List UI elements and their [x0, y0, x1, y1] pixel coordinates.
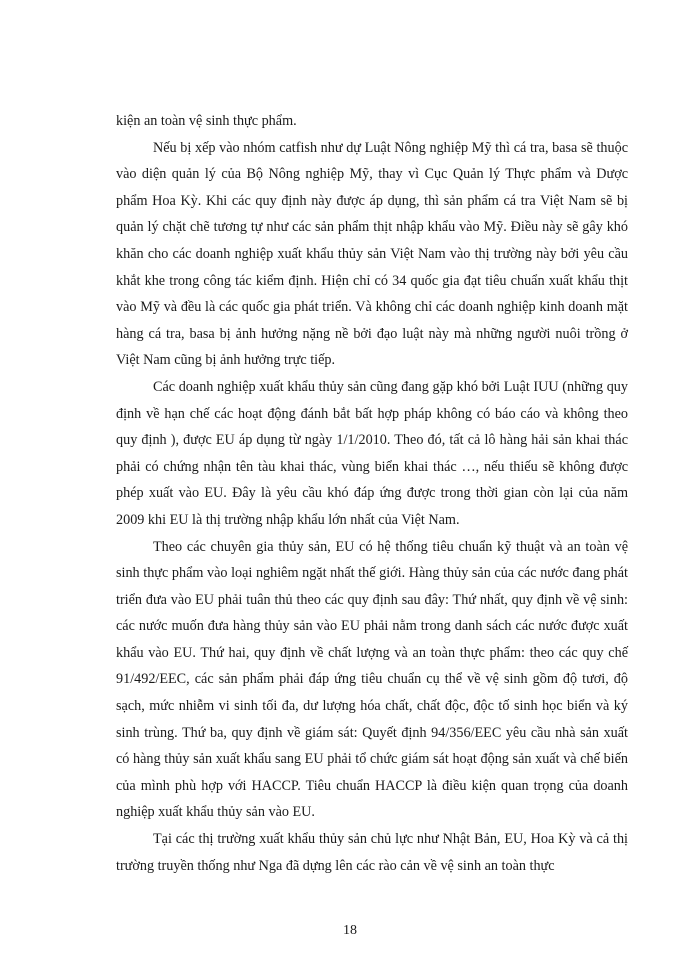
document-body	[116, 108, 628, 879]
paragraph-continuation: kiện an toàn vệ sinh thực phẩm.	[116, 113, 297, 129]
paragraph-eu-standards: Theo các chuyên gia thủy sản, EU có hệ thống tiêu chuẩn kỹ thuật và an toàn vệ sinh thực phẩm vào loại nghiêm ngặt nhất thế giới. Hàng thủy sản của các nước đang phát triển đưa vào EU phải tuân thủ theo các quy định sau đây: Thứ nhất, quy định về vệ sinh: các nước muốn đưa hàng thủy sản vào EU phải nằm trong danh sách các nước được xuất khẩu vào EU. Thứ hai, quy định về chất lượng và an toàn thực phẩm: theo các quy chế 91/492/EEC, các sản phẩm phải đáp ứng tiêu chuẩn cụ thể về vệ sinh gồm độ tươi, độ sạch, mức nhiễm vi sinh tối đa, dư lượng hóa chất, chất độc, độc tố sinh học biển và ký sinh trùng. Thứ ba, quy định về giám sát: Quyết định 94/356/EEC yêu cầu nhà sản xuất có hàng thủy sản xuất khẩu sang EU phải tổ chức giám sát hoạt động sản xuất và chế biến của mình phù hợp với HACCP. Tiêu chuẩn HACCP là điều kiện quan trọng của doanh nghiệp xuất khẩu thủy sản vào EU.	[116, 538, 628, 821]
paragraph-market-barriers: Tại các thị trường xuất khẩu thủy sản chủ lực như Nhật Bản, EU, Hoa Kỳ và cả thị trường truyền thống như Nga đã dựng lên các rào cản về vệ sinh an toàn thực	[116, 831, 628, 874]
page-number: 18	[343, 923, 357, 938]
paragraph-iuu-law: Các doanh nghiệp xuất khẩu thủy sản cũng đang gặp khó bởi Luật IUU (những quy định về hạn chế các hoạt động đánh bắt bất hợp pháp không có báo cáo và không theo quy định ), được EU áp dụng từ ngày 1/1/2010. Theo đó, tất cả lô hàng hải sản khai thác phải có chứng nhận tên tàu khai thác, vùng biển khai thác …, nếu thiếu sẽ không được phép xuất vào EU. Đây là yêu cầu khó đáp ứng được trong thời gian còn lại của năm 2009 khi EU là thị trường nhập khẩu lớn nhất của Việt Nam.	[116, 378, 628, 528]
paragraph-catfish-regulation: Nếu bị xếp vào nhóm catfish như dự Luật Nông nghiệp Mỹ thì cá tra, basa sẽ thuộc vào diện quản lý của Bộ Nông nghiệp Mỹ, thay vì Cục Quản lý Thực phẩm và Dược phẩm Hoa Kỳ. Khi các quy định này được áp dụng, thì sản phẩm cá tra Việt Nam sẽ bị quản lý chặt chẽ tương tự như các sản phẩm thịt nhập khẩu vào Mỹ. Điều này sẽ gây khó khăn cho các doanh nghiệp xuất khẩu thủy sản Việt Nam vào thị trường này bởi yêu cầu khắt khe trong công tác kiểm định. Hiện chỉ có 34 quốc gia đạt tiêu chuẩn xuất khẩu thịt vào Mỹ và đều là các quốc gia phát triển. Và không chỉ các doanh nghiệp kinh doanh mặt hàng cá tra, basa bị ảnh hưởng nặng nề bởi đạo luật này mà những người nuôi trồng ở Việt Nam cũng bị ảnh hưởng trực tiếp.	[116, 139, 628, 369]
